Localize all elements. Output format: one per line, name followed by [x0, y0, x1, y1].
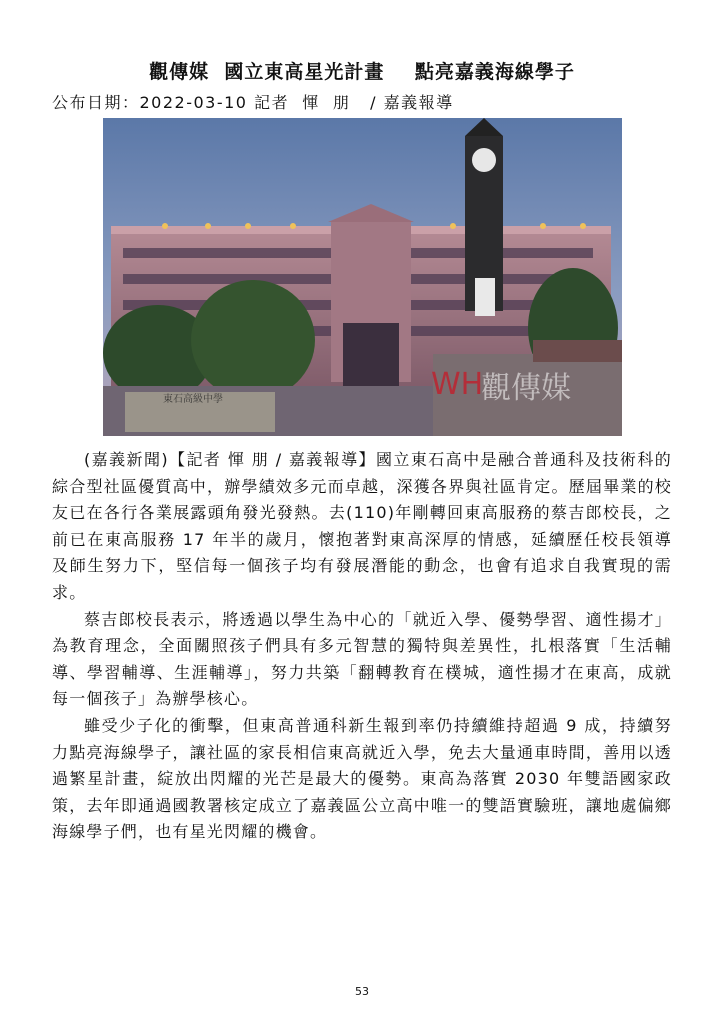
svg-text:東石高級中學: 東石高級中學 [163, 394, 223, 405]
paragraph-2: 蔡吉郎校長表示，將透過以學生為中心的「就近入學、優勢學習、適性揚才」為教育理念，全面關照孩子們具有多元智慧的獨特與差異性，扎根落實「生活輔導、學習輔導、生涯輔導」，努力共築「翻轉教育在樸城，適性揚才在東高，成就每一個孩子」為辦學核心。 [52, 609, 672, 709]
article-title: 觀傳媒 國立東高星光計畫 點亮嘉義海線學子 [149, 61, 575, 83]
svg-text:觀傳媒: 觀傳媒 [481, 371, 571, 406]
watermark-logo: WH [431, 367, 484, 402]
paragraph-1: (嘉義新聞)【記者 惲 朋 / 嘉義報導】國立東石高中是融合普通科及技術科的綜合型社區優質高中，辦學績效多元而卓越，深獲各界與社區肯定。歷屆畢業的校友已在各行各業展露頭角發光發熱。去(110)年剛轉回東高服務的蔡吉郎校長，之前已在東高服務 17 年半的歲月，懷抱著對東高深厚的情感，延續歷任校長領導及師生努力下，堅信每一個孩子均有發展潛能的動念，也會有追求自我實現的需求。 [52, 450, 672, 602]
page-number: 53 [355, 985, 369, 998]
publish-meta: 公布日期：2022-03-10 記者 惲 朋 / 嘉義報導 [52, 93, 454, 112]
paragraph-3: 雖受少子化的衝擊，但東高普通科新生報到率仍持續維持超過 9 成，持續努力點亮海線學子，讓社區的家長相信東高就近入學，免去大量通車時間，善用以透過繁星計畫，綻放出閃耀的光芒是最大的優勢。東高為落實 2030 年雙語國家政策，去年即通過國教署核定成立了嘉義區公立高中唯一的雙語實驗班，讓地處偏鄉海線學子們，也有星光閃耀的機會。 [52, 715, 672, 842]
article-body [52, 447, 672, 846]
school-photo [103, 118, 622, 436]
